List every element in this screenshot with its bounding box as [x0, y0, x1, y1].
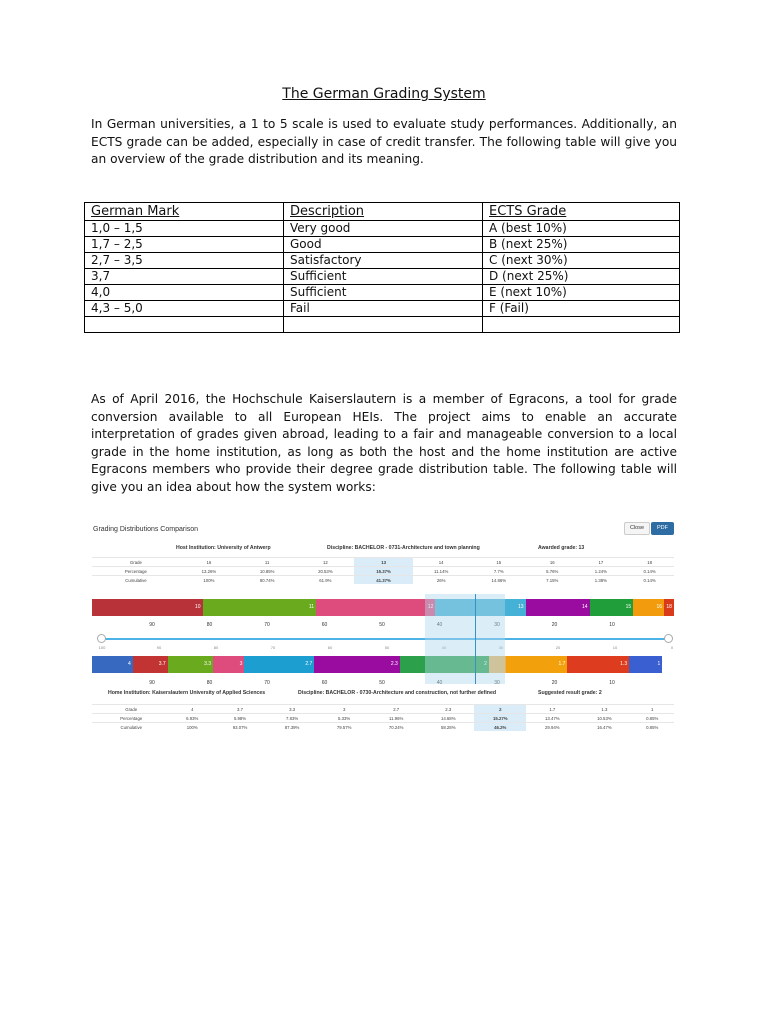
grade-table-cell: 3,7 [85, 269, 284, 285]
mini-table-cell: 70.24% [370, 723, 422, 732]
bar-segment-label: 15 [625, 604, 632, 610]
mini-table-cell: 0.14% [625, 576, 674, 585]
host-discipline: Discipline: BACHELOR - 0731-Architecture and town planning [327, 545, 480, 551]
mini-table-cell: 16 [180, 558, 238, 567]
mini-table-row [92, 558, 674, 567]
grade-table-cell: Very good [284, 221, 483, 237]
mini-table-cell: 13 [354, 558, 412, 567]
home-institution: Home Institution: Kaiserslautern University of Applied Sciences [108, 690, 266, 696]
bar-segment-label: 4 [127, 661, 131, 667]
mini-table-cell: 16 [528, 558, 577, 567]
mini-table-cell: 1.7 [526, 705, 578, 714]
mini-table-cell: 10.85% [238, 567, 296, 576]
mini-table-cell: 0.85% [630, 723, 674, 732]
scale-tick-label: 90 [149, 622, 155, 628]
mini-table-cell: 5.33% [318, 714, 370, 723]
mini-table-cell: 26% [413, 576, 470, 585]
bar-segment-label: 11 [308, 604, 315, 610]
mini-table-cell: Percentage [92, 714, 171, 723]
grade-table-cell: Satisfactory [284, 253, 483, 269]
grade-table-row [85, 317, 680, 333]
scale-tick-label: 20 [551, 622, 558, 628]
grade-table-row [85, 301, 680, 317]
mini-table-cell: 2.3 [422, 705, 474, 714]
awarded-grade: Awarded grade: 13 [538, 545, 585, 551]
mini-table-row [92, 705, 674, 714]
bar-segment-label: 3.7 [158, 661, 166, 667]
bar-segment [133, 656, 168, 673]
mini-table-cell: 2.7 [370, 705, 422, 714]
scale-tick-label: 90 [149, 680, 155, 686]
host-distribution-bar [92, 599, 674, 616]
mini-table-cell: 16.47% [578, 723, 630, 732]
mini-table-cell: 1.3 [578, 705, 630, 714]
scale-tick-label: 100 [98, 645, 106, 650]
grade-table-cell: 4,3 – 5,0 [85, 301, 284, 317]
mini-table-cell: 7.7% [470, 567, 528, 576]
bar-segment [92, 599, 203, 616]
mini-table-cell: 15 [470, 558, 528, 567]
scale-tick-label: 10 [609, 680, 615, 686]
grade-table-cell: F (Fail) [483, 301, 680, 317]
bar-segment [506, 656, 567, 673]
mini-table-cell: 15.27% [474, 714, 526, 723]
bar-segment [633, 599, 664, 616]
scale-tick-label: 60 [321, 680, 328, 686]
mini-table-cell: Grade [92, 558, 180, 567]
grade-table [84, 202, 680, 333]
mini-table-cell: 14.86% [470, 576, 528, 585]
mini-table-cell: 7.83% [266, 714, 318, 723]
bar-segment [203, 599, 316, 616]
mini-table-cell: 41.37% [354, 576, 412, 585]
scale-tick-label: 30 [494, 622, 500, 628]
bar-segment-label: 3.3 [204, 661, 212, 667]
mini-table-cell: 17 [577, 558, 626, 567]
scale-tick-label: 90 [156, 645, 162, 650]
mini-table-cell: 79.57% [318, 723, 370, 732]
mini-table-cell: 14 [413, 558, 470, 567]
mini-table-cell: 1.38% [577, 576, 626, 585]
mini-table-cell: 2 [474, 705, 526, 714]
mini-table-cell: 12 [296, 558, 354, 567]
scale-tick-label: 60 [327, 645, 333, 650]
bar-segment [168, 656, 213, 673]
mini-table-cell: 0.85% [630, 714, 674, 723]
scale-tick-label: 20 [555, 645, 561, 650]
mini-table-cell: 11.14% [413, 567, 470, 576]
mini-table-cell: 29.94% [526, 723, 578, 732]
mini-table-cell: 13.26% [180, 567, 238, 576]
close-button[interactable]: Close [624, 522, 650, 535]
grade-table-cell [284, 317, 483, 333]
bar-segment [629, 656, 662, 673]
grade-table-header: Description [284, 203, 483, 221]
bar-segment [567, 656, 629, 673]
grade-table-cell: Sufficient [284, 269, 483, 285]
scale-tick-label: 0 [670, 645, 674, 650]
mini-table-cell: 3 [318, 705, 370, 714]
bar-segment-label: 12 [427, 604, 434, 610]
grade-table-cell: B (next 25%) [483, 237, 680, 253]
bar-segment-label: 2 [484, 661, 487, 667]
grade-table-cell [483, 317, 680, 333]
grade-table-row [85, 285, 680, 301]
bar-segment-label: 13 [518, 604, 524, 610]
host-grade-table [92, 557, 674, 584]
range-slider[interactable] [100, 638, 670, 640]
mini-table-cell: 20.53% [296, 567, 354, 576]
mini-table-cell: 6.93% [171, 714, 215, 723]
mini-table-cell: Grade [92, 705, 171, 714]
scale-tick-label: 40 [441, 645, 447, 650]
scale-tick-label: 60 [321, 622, 328, 628]
mini-table-cell: 0.14% [625, 567, 674, 576]
bar-segment-label: 18 [666, 604, 672, 610]
grading-distributions-screenshot [90, 518, 678, 742]
grade-table-cell: E (next 10%) [483, 285, 680, 301]
mini-table-cell: 5.98% [214, 714, 266, 723]
slider-knob-right[interactable] [664, 634, 673, 643]
mini-table-cell: 11.96% [370, 714, 422, 723]
mini-table-cell: 80.74% [238, 576, 296, 585]
egracons-paragraph: As of April 2016, the Hochschule Kaiserslautern is a member of Egracons, a tool for grade conversion available to all European HEIs. The project aims to enable an accurate interpretation of grades given abroad, leading to a fair and manageable conversion to a local grade in the home institution, as long as both the host and the home institution are active Egracons members who provide their degree grade distribution table. The following table will give you an idea about how the system works: [91, 392, 677, 494]
bar-segment [664, 599, 674, 616]
grade-table-cell: A (best 10%) [483, 221, 680, 237]
selection-overlay [425, 594, 505, 684]
mini-table-cell: 100% [180, 576, 238, 585]
grade-table-cell: Sufficient [284, 285, 483, 301]
bar-segment-label: 1.7 [558, 661, 566, 667]
grade-table-cell [85, 317, 284, 333]
mini-table-cell: 3.3 [266, 705, 318, 714]
scale-tick-label: 80 [213, 645, 219, 650]
mini-table-cell: Cumulative [92, 576, 180, 585]
bar-segment-label: 16 [656, 604, 663, 610]
bar-segment-label: 1.3 [620, 661, 628, 667]
bar-segment [213, 656, 244, 673]
grade-table-cell: 4,0 [85, 285, 284, 301]
bar-segment [244, 656, 314, 673]
scale-tick-label: 50 [379, 680, 385, 686]
home-distribution-bar [92, 656, 674, 673]
bar-segment [92, 656, 133, 673]
scale-tick-label: 10 [609, 622, 615, 628]
scale-tick-label: 80 [206, 622, 213, 628]
page-title: The German Grading System [282, 86, 486, 102]
mini-table-cell: 58.28% [422, 723, 474, 732]
grade-table-cell: D (next 25%) [483, 269, 680, 285]
mini-table-cell: 11 [238, 558, 296, 567]
scale-tick-label: 50 [384, 645, 390, 650]
scale-tick-label: 30 [498, 645, 504, 650]
bar-segment-label: 10 [195, 604, 201, 610]
grade-table-cell: 1,0 – 1,5 [85, 221, 284, 237]
mini-table-row [92, 576, 674, 585]
mini-table-cell: 100% [171, 723, 215, 732]
mini-table-cell: 87.39% [266, 723, 318, 732]
suggested-grade: Suggested result grade: 2 [538, 690, 602, 696]
scale-tick-label: 20 [551, 680, 558, 686]
grade-table-row [85, 253, 680, 269]
bar-segment-label: 14 [582, 604, 588, 610]
grade-table-header: ECTS Grade [483, 203, 680, 221]
grade-table-row [85, 269, 680, 285]
scale-tick-label: 50 [379, 622, 385, 628]
scale-tick-label: 10 [612, 645, 618, 650]
mini-table-cell: Cumulative [92, 723, 171, 732]
mini-table-cell: 10.53% [578, 714, 630, 723]
bar-segment [316, 599, 435, 616]
mini-table-cell: 13.47% [526, 714, 578, 723]
grade-table-row [85, 221, 680, 237]
mini-table-cell: 3.7 [214, 705, 266, 714]
mini-table-cell: 18 [625, 558, 674, 567]
scale-tick-label: 80 [206, 680, 213, 686]
mini-table-cell: 1.24% [577, 567, 626, 576]
bar-segment-label: 2.7 [305, 661, 313, 667]
mini-table-cell: 4 [171, 705, 215, 714]
scale-tick-label: 40 [436, 622, 443, 628]
bar-segment-label: 1 [657, 661, 661, 667]
grade-table-cell: Fail [284, 301, 483, 317]
grade-table-cell: 2,7 – 3,5 [85, 253, 284, 269]
bar-segment-label: 2.3 [390, 661, 398, 667]
mini-table-cell: 5.76% [528, 567, 577, 576]
grade-table-row [85, 237, 680, 253]
grade-table-header: German Mark [85, 203, 284, 221]
mini-table-row [92, 723, 674, 732]
mini-table-cell: 14.68% [422, 714, 474, 723]
mini-table-cell: 15.37% [354, 567, 412, 576]
mini-table-cell: 61.9% [296, 576, 354, 585]
home-discipline: Discipline: BACHELOR - 0730-Architecture and construction, not further defined [298, 690, 497, 696]
scale-tick-label: 70 [270, 645, 276, 650]
mini-table-cell: 93.07% [214, 723, 266, 732]
scale-tick-label: 70 [264, 680, 270, 686]
host-institution: Host Institution: University of Antwerp [176, 545, 271, 551]
mini-table-row [92, 567, 674, 576]
tool-title: Grading Distributions Comparison [93, 526, 199, 533]
slider-knob-left[interactable] [97, 634, 106, 643]
mini-table-cell: 7.15% [528, 576, 577, 585]
grade-table-cell: 1,7 – 2,5 [85, 237, 284, 253]
intro-paragraph: In German universities, a 1 to 5 scale is used to evaluate study performances. Additionally, an ECTS grade can be added, especially in case of credit transfer. The following table will give you an overview of the grade distribution and its meaning. [91, 117, 677, 167]
mini-table-cell: 46.2% [474, 723, 526, 732]
home-grade-table [92, 704, 674, 731]
scale-tick-label: 70 [264, 622, 270, 628]
scale-tick-label: 30 [494, 680, 500, 686]
mini-table-cell: Percentage [92, 567, 180, 576]
pdf-button[interactable]: PDF [651, 522, 674, 535]
mini-table-row [92, 714, 674, 723]
bar-segment [526, 599, 590, 616]
bar-segment [314, 656, 400, 673]
grade-table-cell: Good [284, 237, 483, 253]
bar-segment [590, 599, 634, 616]
selection-line [475, 594, 476, 684]
mini-table-cell: 1 [630, 705, 674, 714]
grade-table-cell: C (next 30%) [483, 253, 680, 269]
bar-segment-label: 3 [239, 661, 243, 667]
scale-tick-label: 40 [436, 680, 443, 686]
